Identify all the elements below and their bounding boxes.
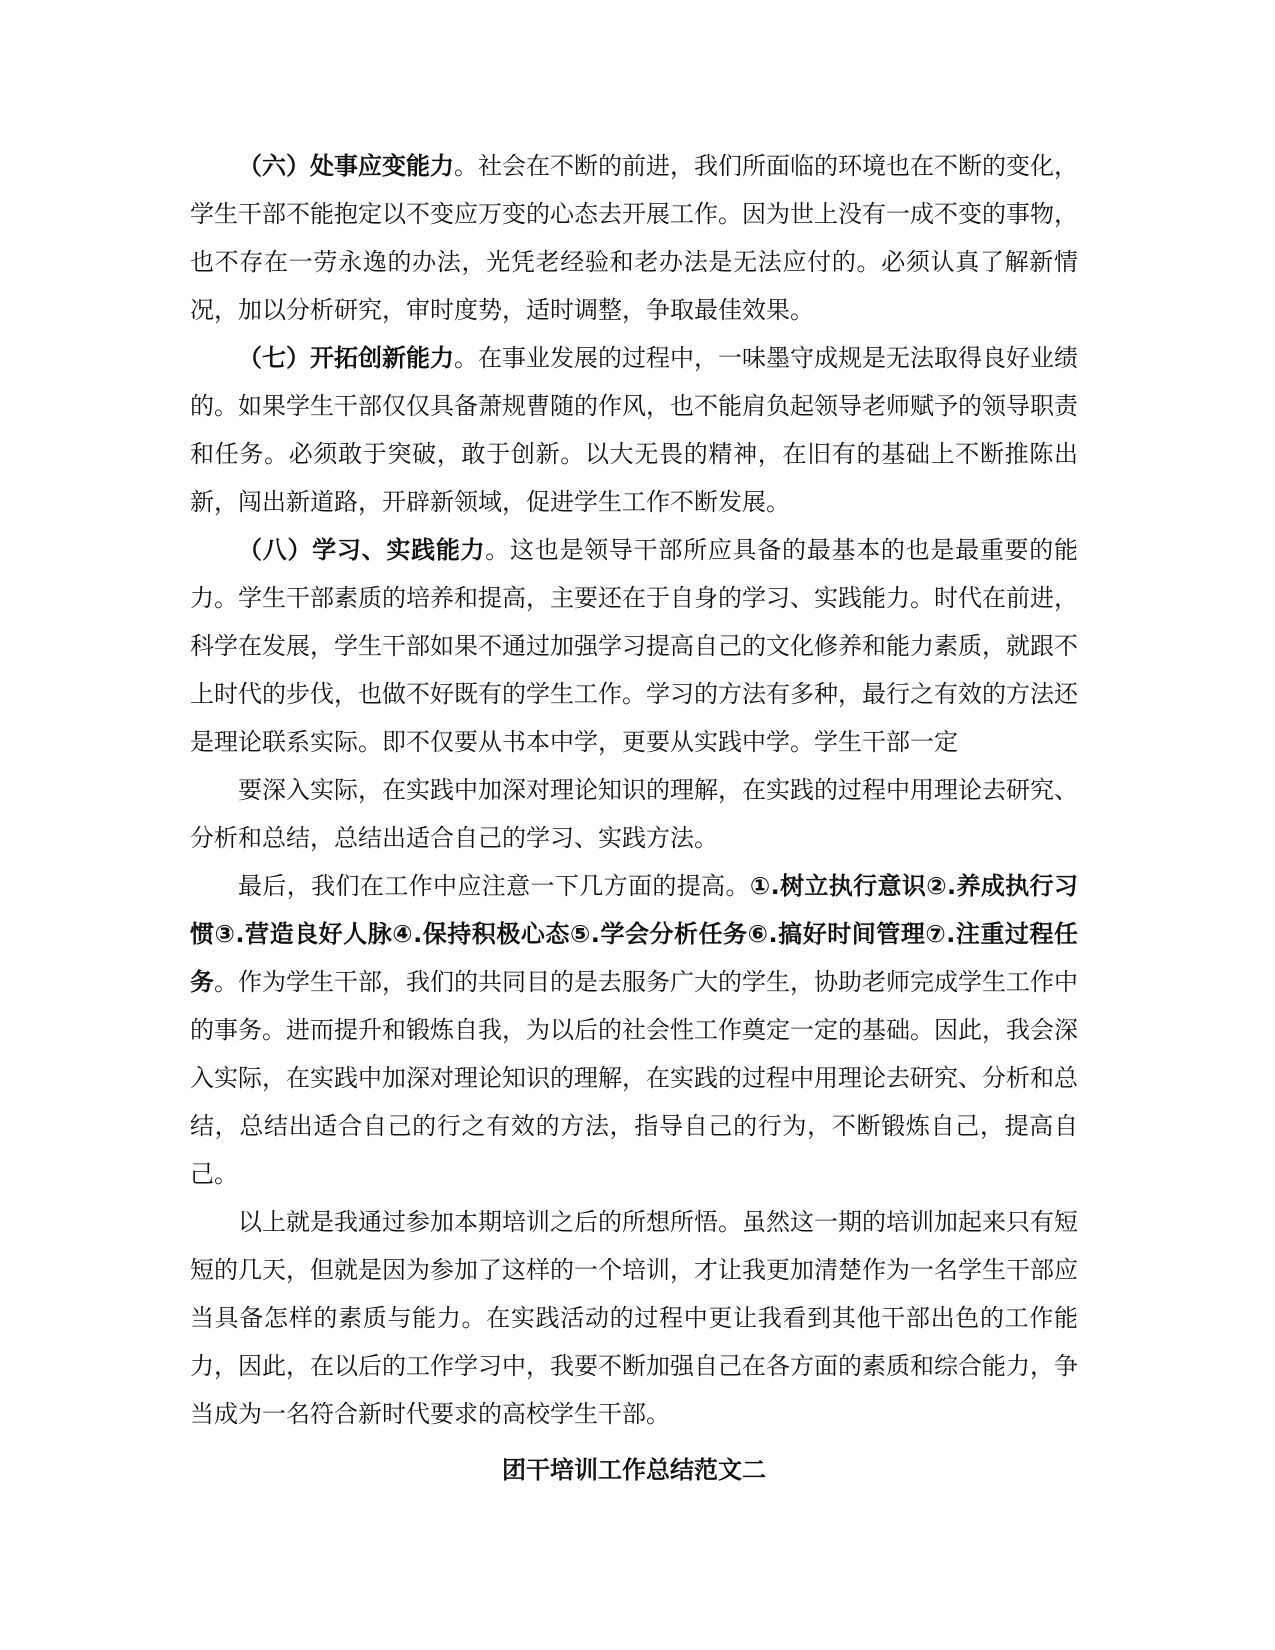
paragraph-practice-text: 要深入实际，在实践中加深对理论知识的理解，在实践的过程中用理论去研究、分析和总结，总结出适合自己的学习、实践方法。 xyxy=(190,776,1078,852)
paragraph-seven-heading: （七）开拓创新能力 xyxy=(238,344,454,372)
paragraph-eight-text: 。这也是领导干部所应具备的最基本的也是最重要的能力。学生干部素质的培养和提高，主要还在于自身的学习、实践能力。时代在前进，科学在发展，学生干部如果不通过加强学习提高自己的文化修养和能力素质，就跟不上时代的步伐，也做不好既有的学生工作。学习的方法有多种，最行之有效的方法还是理论联系实际。即不仅要从书本中学，更要从实践中学。学生干部一定 xyxy=(190,536,1079,756)
paragraph-six-heading: （六）处事应变能力 xyxy=(238,152,454,180)
paragraph-six xyxy=(190,142,1078,334)
document-body xyxy=(190,142,1078,1494)
section-heading: 团干培训工作总结范文二 xyxy=(502,1456,766,1484)
paragraph-seven xyxy=(190,334,1078,526)
paragraph-seven-text: 。在事业发展的过程中，一味墨守成规是无法取得良好业绩的。如果学生干部仅仅具备萧规曹随的作风，也不能肩负起领导老师赋予的领导职责和任务。必须敢于突破，敢于创新。以大无畏的精神，在旧有的基础上不断推陈出新，闯出新道路，开辟新领域，促进学生工作不断发展。 xyxy=(190,344,1078,516)
paragraph-practice xyxy=(190,766,1078,862)
paragraph-finally-lead: 最后，我们在工作中应注意一下几方面的提高。 xyxy=(238,872,750,900)
paragraph-eight xyxy=(190,526,1078,766)
paragraph-six-text: 。社会在不断的前进，我们所面临的环境也在不断的变化，学生干部不能抱定以不变应万变的心态去开展工作。因为世上没有一成不变的事物，也不存在一劳永逸的办法，光凭老经验和老办法是无法应付的。必须认真了解新情况，加以分析研究，审时度势，适时调整，争取最佳效果。 xyxy=(190,152,1078,324)
paragraph-finally xyxy=(190,862,1078,1198)
paragraph-eight-heading: （八）学习、实践能力 xyxy=(238,536,486,564)
paragraph-conclusion-text: 以上就是我通过参加本期培训之后的所想所悟。虽然这一期的培训加起来只有短短的几天，但就是因为参加了这样的一个培训，才让我更加清楚作为一名学生干部应当具备怎样的素质与能力。在实践活动的过程中更让我看到其他干部出色的工作能力，因此，在以后的工作学习中，我要不断加强自己在各方面的素质和综合能力，争当成为一名符合新时代要求的高校学生干部。 xyxy=(190,1208,1078,1428)
paragraph-conclusion xyxy=(190,1198,1078,1438)
paragraph-finally-text: 。作为学生干部，我们的共同目的是去服务广大的学生，协助老师完成学生工作中的事务。进而提升和锻炼自我，为以后的社会性工作奠定一定的基础。因此，我会深入实际，在实践中加深对理论知识的理解，在实践的过程中用理论去研究、分析和总结，总结出适合自己的行之有效的方法，指导自己的行为，不断锻炼自己，提高自己。 xyxy=(190,968,1078,1188)
paragraph-finally-points: ①.树立执行意识②.养成执行习惯③.营造良好人脉④.保持积极心态⑤.学会分析任务⑥.搞好时间管理⑦.注重过程任务 xyxy=(190,872,1078,996)
